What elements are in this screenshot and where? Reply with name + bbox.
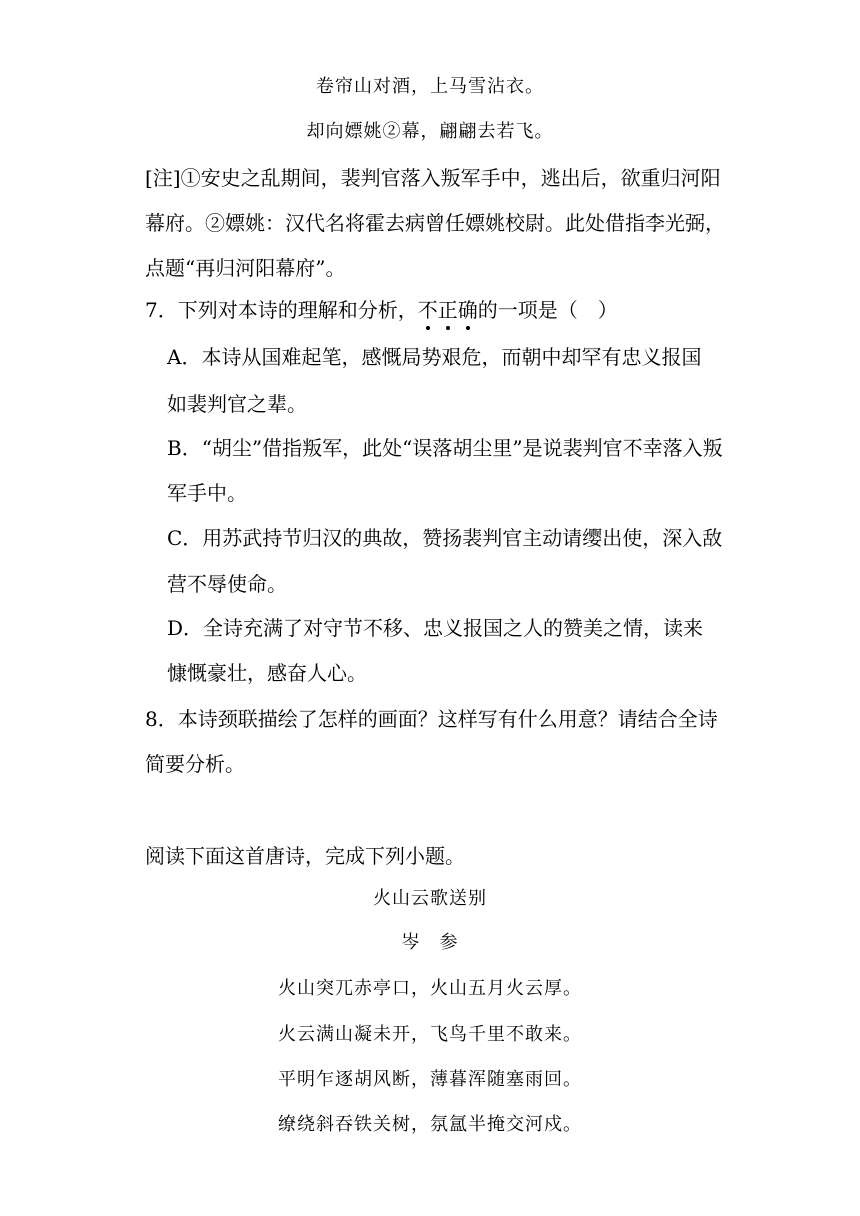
option-a-cont: 如裴判官之辈。 (167, 392, 307, 416)
option-b-cont: 军手中。 (167, 481, 247, 505)
emphasis-char: 确 (457, 298, 478, 322)
option-d: D．全诗充满了对守节不移、忠义报国之人的赞美之情，读来 (167, 616, 704, 640)
annotation-note: [注]①安史之乱期间，裴判官落入叛军手中，逃出后，欲重归河阳 (145, 166, 721, 190)
question-7-suffix: 的一项是（ ） (477, 298, 618, 322)
poem-line: 却向嫖姚②幕，翩翩去若飞。 (306, 121, 554, 142)
option-a: A．本诗从国难起笔，感慨局势艰危，而朝中却罕有忠义报国 (167, 345, 702, 369)
option-c: C．用苏武持节归汉的典故，赞扬裴判官主动请缨出使，深入敌 (167, 526, 723, 550)
option-c-cont: 营不辱使命。 (167, 572, 287, 596)
poem-line: 火山突兀赤亭口，火山五月火云厚。 (278, 978, 582, 999)
annotation-note: 幕府。②嫖姚：汉代名将霍去病曾任嫖姚校尉。此处借指李光弼， (145, 211, 725, 235)
question-8-cont: 简要分析。 (145, 752, 245, 776)
poem-line: 卷帘山对酒，上马雪沾衣。 (316, 76, 544, 97)
question-7-stem (145, 296, 618, 324)
emphasis-char: 不 (417, 298, 438, 322)
poem-title: 火山云歌送别 (373, 888, 487, 909)
option-b: B．“胡尘”借指叛军，此处“误落胡尘里”是说裴判官不幸落入叛 (167, 436, 723, 460)
annotation-note: 点题“再归河阳幕府”。 (145, 256, 346, 280)
poem-line: 缭绕斜吞铁关树，氛氲半掩交河戍。 (278, 1114, 582, 1135)
question-8: 8．本诗颈联描绘了怎样的画面？这样写有什么用意？请结合全诗 (145, 707, 718, 731)
question-7-prefix: 7．下列对本诗的理解和分析， (145, 298, 418, 322)
reading-instruction: 阅读下面这首唐诗，完成下列小题。 (145, 844, 465, 868)
poem-author: 岑 参 (401, 932, 459, 953)
emphasis-char: 正 (437, 298, 458, 322)
poem-line: 火云满山凝未开，飞鸟千里不敢来。 (278, 1024, 582, 1045)
option-d-cont: 慷慨豪壮，感奋人心。 (167, 661, 367, 685)
poem-line: 平明乍逐胡风断，薄暮浑随塞雨回。 (278, 1069, 582, 1090)
